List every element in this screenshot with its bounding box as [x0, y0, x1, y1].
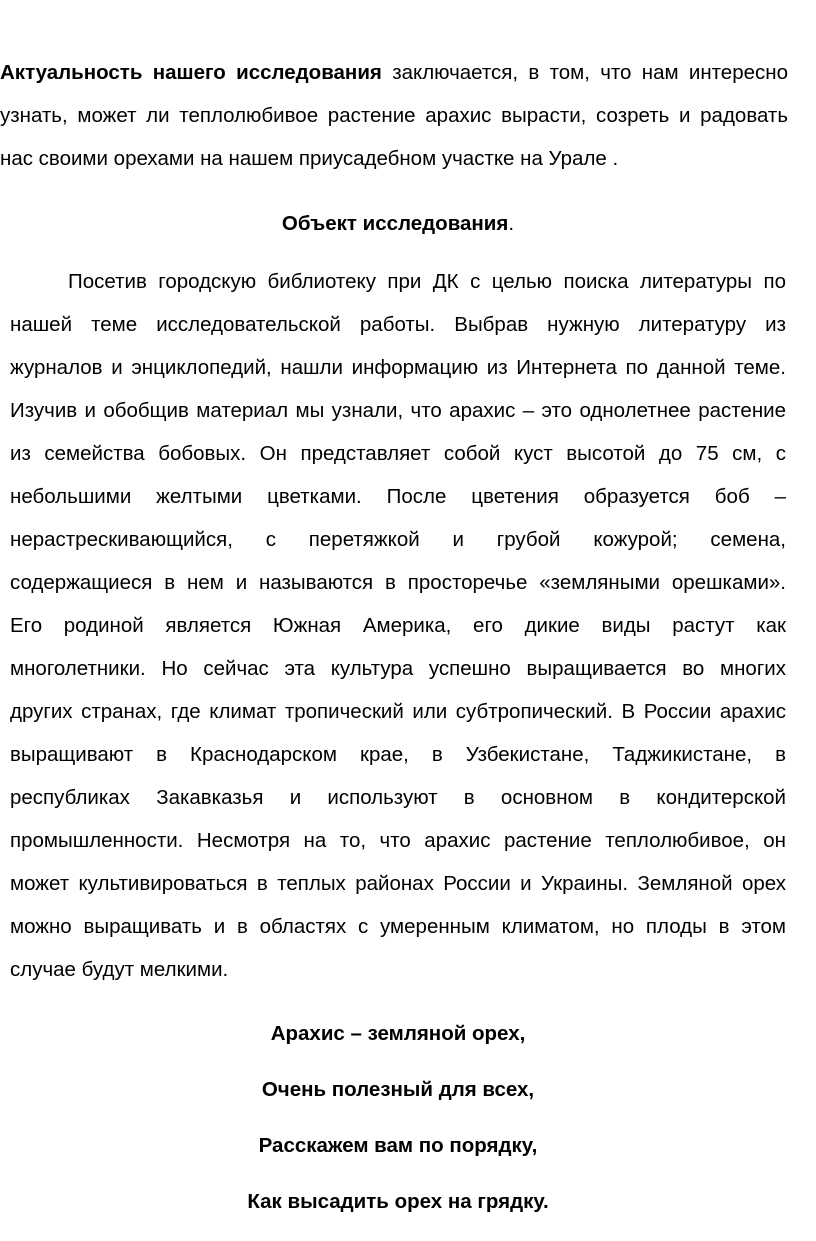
body-line-4: Изучив и обобщив материал мы узнали, что арахис – это однолетнее растение	[10, 399, 786, 422]
poem-line-1: Арахис – земляной орех,	[270, 1022, 526, 1045]
body-line-9: Его родиной является Южная Америка, его дикие виды растут как	[10, 614, 786, 637]
poem-line-2: Очень полезный для всех,	[261, 1078, 535, 1101]
body-line-7: нерастрескивающийся, с перетяжкой и грубой кожурой; семена,	[10, 528, 786, 551]
body-line-13: республиках Закавказья и используют в основном в кондитерской	[10, 786, 786, 809]
intro-line-2: узнать, может ли теплолюбивое растение арахис вырасти, созреть и радовать	[0, 104, 788, 127]
body-line-10: многолетники. Но сейчас эта культура успешно выращивается во многих	[10, 657, 786, 680]
body-line-1: Посетив городскую библиотеку при ДК с целью поиска литературы по	[68, 270, 786, 293]
relevance-lead: Актуальность нашего исследования	[0, 61, 382, 84]
intro-line-3: нас своими орехами на нашем приусадебном участке на Урале .	[0, 147, 619, 170]
object-heading	[0, 212, 796, 236]
body-line-11: других странах, где климат тропический или субтропический. В России арахис	[10, 700, 786, 723]
body-line-17: случае будут мелкими.	[10, 958, 229, 981]
body-line-5: из семейства бобовых. Он представляет собой куст высотой до 75 см, с	[10, 442, 786, 465]
body-line-8: содержащиеся в нем и называются в просторечье «земляными орешками».	[10, 571, 786, 594]
intro-line-1-rest: заключается, в том, что нам интересно	[381, 61, 788, 84]
body-line-16: можно выращивать и в областях с умеренным климатом, но плоды в этом	[10, 915, 786, 938]
body-line-6: небольшими желтыми цветками. После цветения образуется боб –	[10, 485, 786, 508]
object-heading-suffix: .	[508, 212, 515, 235]
body-line-3: журналов и энциклопедий, нашли информацию из Интернета по данной теме.	[10, 356, 786, 379]
poem-line-4: Как высадить орех на грядку.	[247, 1190, 549, 1213]
poem-line-3: Расскажем вам по порядку,	[258, 1134, 538, 1157]
intro-line-1	[0, 61, 788, 85]
body-line-14: промышленности. Несмотря на то, что арахис растение теплолюбивое, он	[10, 829, 786, 852]
body-line-12: выращивают в Краснодарском крае, в Узбекистане, Таджикистане, в	[10, 743, 786, 766]
object-heading-text: Объект исследования	[281, 212, 509, 235]
body-line-2: нашей теме исследовательской работы. Выбрав нужную литературу из	[10, 313, 786, 336]
body-line-15: может культивироваться в теплых районах России и Украины. Земляной орех	[10, 872, 786, 895]
